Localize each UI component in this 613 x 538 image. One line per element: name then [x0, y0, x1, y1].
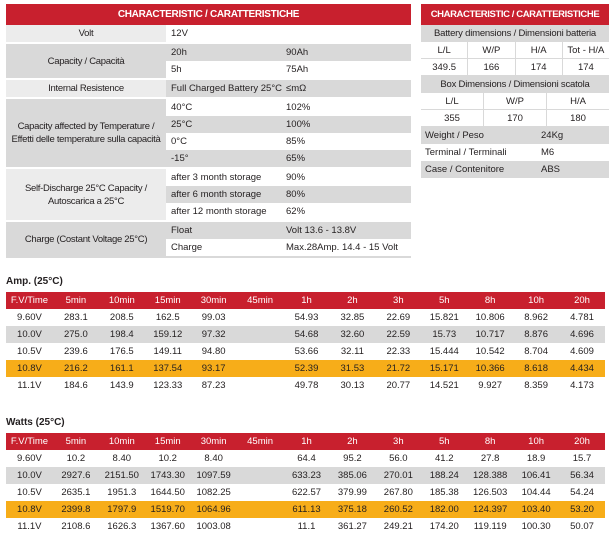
column-header: 30min	[200, 436, 227, 447]
value-cell: 1097.59	[196, 470, 231, 481]
value-cell: 182.00	[429, 504, 459, 515]
charge-group	[6, 222, 411, 258]
final-voltage-cell: 11.1V	[17, 521, 42, 532]
value-cell: 1626.3	[107, 521, 137, 532]
value-cell: 54.24	[570, 487, 594, 498]
value-cell: 267.80	[383, 487, 413, 498]
temperature-row: -15° 65%	[166, 150, 411, 167]
value-cell: 1367.60	[150, 521, 185, 532]
value-cell: 15.444	[429, 346, 459, 357]
column-header: 8h	[484, 295, 496, 306]
value-cell: 56.0	[389, 453, 408, 464]
charge-row: Charge Max.28Amp. 14.4 - 15 Volt	[166, 239, 411, 256]
value-cell: 4.696	[570, 329, 594, 340]
value-cell: 1743.30	[150, 470, 185, 481]
value-cell: 176.5	[109, 346, 134, 357]
final-voltage-cell: 10.5V	[17, 487, 42, 498]
value-cell: 126.503	[473, 487, 508, 498]
value-cell: 32.11	[340, 346, 364, 357]
dimensions-table	[421, 4, 609, 178]
value-cell: 103.40	[521, 504, 551, 515]
value-cell: 8.876	[524, 329, 548, 340]
capacity-group	[6, 44, 411, 80]
value-cell: 128.388	[473, 470, 508, 481]
characteristics-table	[6, 4, 411, 258]
column-header: 3h	[393, 436, 404, 447]
final-voltage-cell: 9.60V	[17, 453, 42, 464]
value-cell: 8.704	[524, 346, 548, 357]
value-cell: 22.33	[386, 346, 411, 357]
column-header: 10h	[528, 436, 545, 447]
value-cell: 99.03	[201, 312, 226, 323]
table-row	[6, 467, 605, 484]
column-header: 5min	[65, 295, 87, 306]
value-cell: 4.781	[570, 312, 594, 323]
value-cell: 216.2	[63, 363, 88, 374]
column-header: 1h	[301, 436, 312, 447]
value-cell: 93.17	[201, 363, 226, 374]
table-row	[6, 360, 605, 377]
value-cell	[237, 360, 284, 377]
column-header: 20h	[574, 436, 590, 447]
value-cell: 54.68	[294, 329, 319, 340]
value-cell: 10.2	[158, 453, 177, 464]
column-header: 1h	[301, 295, 312, 306]
table-row	[6, 518, 605, 535]
value-cell: 100.30	[521, 521, 551, 532]
value-cell: 18.9	[526, 453, 546, 464]
column-header: 2h	[347, 436, 358, 447]
table-row	[6, 501, 605, 518]
value-cell: 2399.8	[61, 504, 91, 515]
value-cell: 11.1	[297, 521, 316, 532]
temperature-label: Capacity affected by Temperature / Effetti delle temperature sulla capacità	[6, 99, 166, 167]
value-cell: 54.93	[294, 312, 319, 323]
value-cell: 124.397	[473, 504, 508, 515]
value-cell: 8.359	[524, 380, 548, 391]
capacity-row: 20h 90Ah	[166, 44, 411, 61]
value-cell	[237, 343, 284, 360]
column-header: 5h	[438, 295, 450, 306]
value-cell: 31.53	[340, 363, 365, 374]
box-dimensions-values: 355 170 180	[421, 110, 609, 127]
value-cell	[237, 326, 284, 343]
internal-resistance-group	[6, 80, 411, 99]
value-cell: 32.85	[340, 312, 365, 323]
value-cell: 149.11	[153, 346, 182, 357]
value-cell: 32.60	[340, 329, 365, 340]
battery-dimensions-title: Battery dimensions / Dimensioni batteria	[421, 25, 609, 42]
volt-label: Volt	[6, 25, 166, 42]
value-cell: 2635.1	[61, 487, 91, 498]
value-cell: 22.69	[386, 312, 411, 323]
final-voltage-cell: 10.0V	[17, 329, 42, 340]
box-dimensions-columns: L/L W/P H/A	[421, 93, 609, 110]
value-cell: 143.9	[109, 380, 134, 391]
watts-discharge-table	[6, 433, 605, 535]
value-cell: 1951.3	[107, 487, 137, 498]
value-cell: 1519.70	[150, 504, 185, 515]
value-cell: 8.618	[524, 363, 548, 374]
column-header: 10h	[528, 295, 545, 306]
value-cell	[237, 450, 284, 467]
value-cell: 239.6	[63, 346, 88, 357]
value-cell: 52.39	[294, 363, 319, 374]
value-cell: 53.66	[294, 346, 319, 357]
table-row	[6, 343, 605, 360]
value-cell: 104.44	[521, 487, 551, 498]
self-discharge-row: after 3 month storage 90%	[166, 169, 411, 186]
value-cell: 20.77	[386, 380, 411, 391]
column-header: F.V/Time	[10, 436, 49, 447]
final-voltage-cell: 10.8V	[17, 504, 42, 515]
value-cell: 1082.25	[196, 487, 231, 498]
amp-discharge-table	[6, 292, 605, 394]
charge-row: Float Volt 13.6 - 13.8V	[166, 222, 411, 239]
column-header: 10min	[108, 436, 135, 447]
value-cell: 119.119	[473, 521, 507, 532]
value-cell: 159.12	[153, 329, 183, 340]
value-cell: 94.80	[201, 346, 226, 357]
value-cell: 185.38	[429, 487, 459, 498]
value-cell: 4.173	[570, 380, 594, 391]
value-cell	[237, 467, 284, 484]
value-cell: 53.20	[570, 504, 594, 515]
self-discharge-row: after 12 month storage 62%	[166, 203, 411, 220]
final-voltage-cell: 9.60V	[17, 312, 42, 323]
value-cell: 174.20	[429, 521, 459, 532]
table-row	[6, 484, 605, 501]
column-header: 8h	[484, 436, 496, 447]
final-voltage-cell: 10.0V	[17, 470, 42, 481]
value-cell: 10.2	[66, 453, 86, 464]
value-cell: 275.0	[63, 329, 88, 340]
column-header: F.V/Time	[10, 295, 49, 306]
column-header: 2h	[347, 295, 358, 306]
self-discharge-label: Self-Discharge 25°C Capacity / Autoscarica a 25°C	[6, 169, 166, 220]
amp-table-title: Amp. (25°C)	[6, 276, 63, 287]
value-cell: 50.07	[570, 521, 594, 532]
value-cell: 260.52	[383, 504, 413, 515]
column-header: 5h	[438, 436, 450, 447]
battery-dimensions-values: 349.5 166 174 174	[421, 59, 609, 76]
terminal-row: Terminal / Terminali M6	[421, 144, 609, 161]
value-cell: 8.40	[112, 453, 132, 464]
table-row	[6, 326, 605, 343]
value-cell: 41.2	[435, 453, 454, 464]
table-row	[6, 450, 605, 467]
table-row	[6, 377, 605, 394]
value-cell: 1003.08	[196, 521, 231, 532]
case-row: Case / Contenitore ABS	[421, 161, 609, 178]
value-cell: 622.57	[291, 487, 322, 498]
value-cell: 49.78	[294, 380, 319, 391]
capacity-label: Capacity / Capacità	[6, 44, 166, 78]
value-cell: 283.1	[63, 312, 88, 323]
value-cell: 10.717	[475, 329, 505, 340]
final-voltage-cell: 10.8V	[17, 363, 42, 374]
column-header: 45min	[247, 436, 273, 447]
value-cell	[237, 309, 284, 326]
value-cell: 385.06	[337, 470, 367, 481]
box-dimensions-title: Box Dimensions / Dimensioni scatola	[421, 76, 609, 93]
value-cell: 27.8	[480, 453, 500, 464]
value-cell: 22.59	[386, 329, 411, 340]
value-cell: 2151.50	[104, 470, 139, 481]
value-cell: 106.41	[521, 470, 551, 481]
internal-resistance-row: Full Charged Battery 25°C ≤mΩ	[166, 80, 411, 97]
value-cell: 95.2	[343, 453, 362, 464]
value-cell: 56.34	[570, 470, 594, 481]
column-header: 20h	[574, 295, 590, 306]
charge-label: Charge (Costant Voltage 25°C)	[6, 222, 166, 256]
value-cell: 2927.6	[61, 470, 91, 481]
value-cell: 10.806	[475, 312, 505, 323]
final-voltage-cell: 10.5V	[17, 346, 42, 357]
column-header: 3h	[393, 295, 404, 306]
value-cell: 4.434	[570, 363, 594, 374]
self-discharge-row: after 6 month storage 80%	[166, 186, 411, 203]
value-cell: 4.609	[570, 346, 594, 357]
value-cell: 1797.9	[107, 504, 137, 515]
temperature-row: 25°C 100%	[166, 116, 411, 133]
value-cell: 123.33	[153, 380, 183, 391]
value-cell: 208.5	[109, 312, 134, 323]
value-cell: 64.4	[297, 453, 316, 464]
table-row	[6, 309, 605, 326]
value-cell: 15.73	[432, 329, 457, 340]
value-cell: 611.13	[292, 504, 321, 515]
table-header-row	[6, 433, 605, 450]
temperature-row: 0°C 85%	[166, 133, 411, 150]
column-header: 15min	[154, 436, 181, 447]
value-cell: 375.18	[337, 504, 367, 515]
value-cell: 30.13	[340, 380, 365, 391]
column-header: 45min	[247, 295, 273, 306]
value-cell: 2108.6	[61, 521, 91, 532]
value-cell	[237, 377, 284, 394]
value-cell: 14.521	[429, 380, 459, 391]
temperature-row: 40°C 102%	[166, 99, 411, 116]
value-cell: 15.171	[429, 363, 459, 374]
volt-value: 12V	[171, 28, 188, 39]
value-cell: 1064.96	[196, 504, 231, 515]
value-cell: 97.32	[201, 329, 226, 340]
value-cell: 198.4	[109, 329, 134, 340]
value-cell	[237, 484, 284, 501]
value-cell: 633.23	[291, 470, 322, 481]
value-cell: 8.962	[524, 312, 548, 323]
value-cell	[237, 501, 284, 518]
column-header: 15min	[154, 295, 181, 306]
value-cell: 87.23	[201, 380, 226, 391]
characteristics-header: CHARACTERISTIC / CARATTERISTICHE	[6, 4, 411, 25]
value-cell: 15.7	[572, 453, 592, 464]
value-cell: 249.21	[383, 521, 413, 532]
column-header: 10min	[108, 295, 135, 306]
column-header: 30min	[200, 295, 227, 306]
value-cell: 162.5	[155, 312, 180, 323]
table-header-row	[6, 292, 605, 309]
value-cell: 15.821	[429, 312, 459, 323]
battery-dimensions-columns: L/L W/P H/A Tot - H/A	[421, 42, 609, 59]
value-cell: 270.01	[383, 470, 413, 481]
value-cell: 21.72	[386, 363, 411, 374]
value-cell: 9.927	[478, 380, 503, 391]
temperature-group	[6, 99, 411, 169]
final-voltage-cell: 11.1V	[17, 380, 42, 391]
self-discharge-group	[6, 169, 411, 222]
watts-table-title: Watts (25°C)	[6, 417, 65, 428]
value-cell: 161.1	[109, 363, 134, 374]
value-cell: 10.542	[475, 346, 505, 357]
value-cell: 137.54	[153, 363, 183, 374]
value-cell: 10.366	[475, 363, 505, 374]
internal-resistance-label: Internal Resistence	[6, 80, 166, 97]
value-cell: 184.6	[63, 380, 88, 391]
value-cell: 1644.50	[150, 487, 185, 498]
volt-group	[6, 25, 411, 44]
weight-row: Weight / Peso 24Kg	[421, 127, 609, 144]
value-cell: 188.24	[429, 470, 459, 481]
value-cell	[237, 518, 284, 535]
dimensions-header: CHARACTERISTIC / CARATTERISTICHE	[421, 4, 609, 25]
capacity-row: 5h 75Ah	[166, 61, 411, 78]
value-cell: 8.40	[204, 453, 223, 464]
column-header: 5min	[65, 436, 87, 447]
value-cell: 361.27	[337, 521, 367, 532]
value-cell: 379.99	[337, 487, 367, 498]
